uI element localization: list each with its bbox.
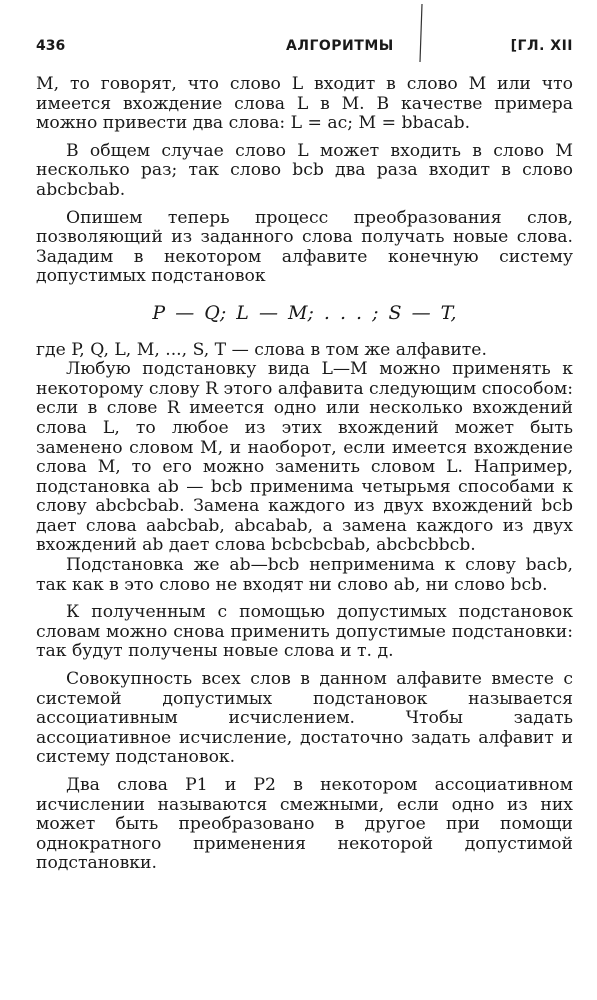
paragraph-1: M, то говорят, что слово L входит в слово M или что имеется вхождение слова L в M. В качестве примера можно привести два слова: L = ac; M = bbacab. xyxy=(36,74,573,134)
running-header xyxy=(36,38,573,60)
paragraph-9: Два слова P1 и P2 в некотором ассоциативном исчислении называются смежными, если одно из них может быть преобразовано в другое при помощи однократного применения некоторой допустимой подстановки. xyxy=(36,775,573,874)
body-text xyxy=(36,75,573,874)
paragraph-8: Совокупность всех слов в данном алфавите вместе с системой допустимых подстановок называется ассоциативным исчислением. Чтобы задать ассоциативное исчисление, достаточно задать алфавит и систему подстановок. xyxy=(36,669,573,768)
paragraph-3: Опишем теперь процесс преобразования слов, позволяющий из заданного слова получать новые слова. Зададим в некотором алфавите конечную систему допустимых подстановок xyxy=(36,207,573,287)
page-number: 436 xyxy=(36,38,66,54)
chapter-label: [ГЛ. XII xyxy=(510,38,573,54)
running-title: АЛГОРИТМЫ xyxy=(286,38,394,54)
paragraph-6: Подстановка же ab—bcb неприменима к слову bacb, так как в это слово не входят ни слово ab, ни слово bcb. xyxy=(36,555,573,595)
paragraph-7: К полученным с помощью допустимых подстановок словам можно снова применить допустимые подстановки: так будут получены новые слова и т. д. xyxy=(36,602,573,662)
substitution-formula: P — Q; L — M; . . . ; S — T, xyxy=(152,301,457,324)
pencil-mark xyxy=(410,2,430,64)
paragraph-2: В общем случае слово L может входить в слово M несколько раз; так слово bcb два раза входит в слово abcbcbab. xyxy=(36,140,573,200)
paragraph-4: где P, Q, L, M, ..., S, T — слова в том же алфавите. xyxy=(36,339,487,360)
paragraph-5: Любую подстановку вида L—M можно применять к некоторому слову R этого алфавита следующим способом: если в слове R имеется одно или несколько вхождений слова L, то любое из этих вхождений может быть заменено словом M, и наоборот, если имеется вхождение слова M, то его можно заменить словом L. Например, подстановка ab — bcb применима четырьмя способами к слову abcbcbab. Замена каждого из двух вхождений bcb дает слова aabcbab, abcabab, а замена каждого из двух вхождений ab дает слова bcbcbcbab, abcbcbbcb. xyxy=(36,359,573,556)
